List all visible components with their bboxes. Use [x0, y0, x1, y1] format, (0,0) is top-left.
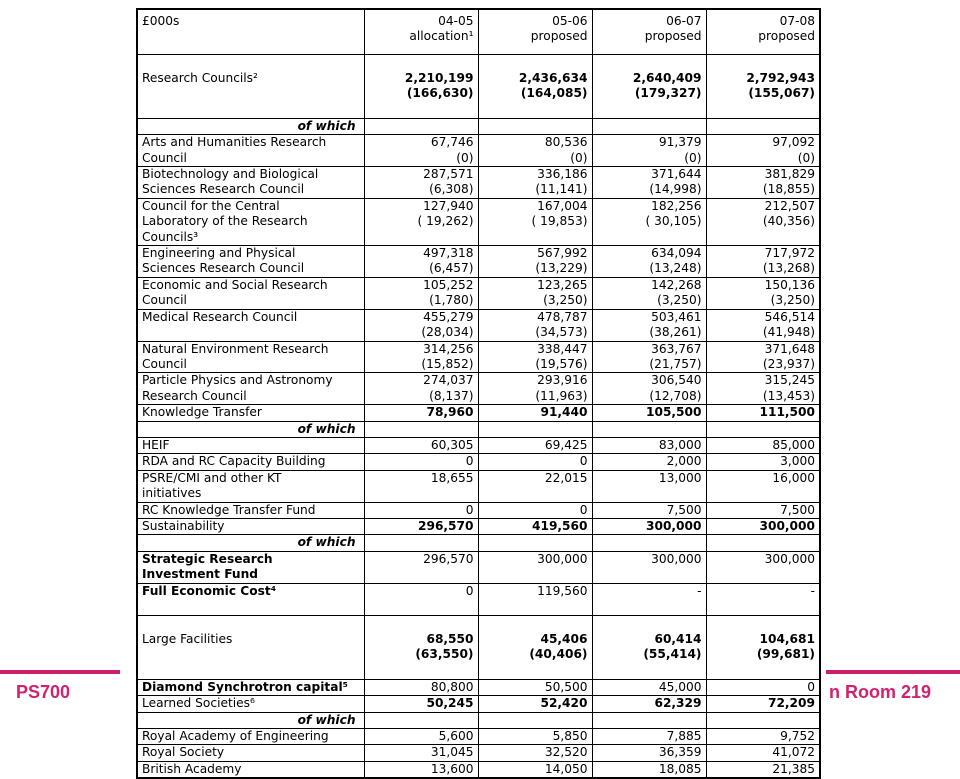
row-value: 41,072	[706, 745, 820, 761]
row-value: 78,960	[364, 405, 478, 421]
row-value: 478,787 (34,573)	[478, 309, 592, 341]
row-value: 336,186 (11,141)	[478, 167, 592, 199]
row-value: 2,210,199 (166,630)	[364, 55, 478, 119]
row-value: 36,359	[592, 745, 706, 761]
row-label: Full Economic Cost⁴	[137, 583, 364, 615]
row-value: 7,500	[592, 502, 706, 518]
row-value: 7,885	[592, 729, 706, 745]
empty-cell	[706, 421, 820, 437]
row-value: 9,752	[706, 729, 820, 745]
table-row	[137, 729, 820, 745]
row-label: Medical Research Council	[137, 309, 364, 341]
row-value: 142,268 (3,250)	[592, 277, 706, 309]
row-value: 381,829 (18,855)	[706, 167, 820, 199]
row-value: 105,252 (1,780)	[364, 277, 478, 309]
row-value: 127,940 ( 19,262)	[364, 198, 478, 245]
row-value: 111,500	[706, 405, 820, 421]
table-row	[137, 373, 820, 405]
funding-table	[136, 8, 821, 779]
table-row	[137, 470, 820, 502]
row-value: 296,570	[364, 518, 478, 534]
row-value: 104,681 (99,681)	[706, 616, 820, 680]
row-value: 363,767 (21,757)	[592, 341, 706, 373]
table-row	[137, 583, 820, 615]
row-value: 2,000	[592, 454, 706, 470]
row-value: 0	[706, 679, 820, 695]
footer-label-left: PS700	[16, 682, 71, 702]
row-value: 5,600	[364, 729, 478, 745]
row-label: Natural Environment Research Council	[137, 341, 364, 373]
row-value: 0	[364, 454, 478, 470]
row-label: Biotechnology and Biological Sciences Research Council	[137, 167, 364, 199]
row-value: 150,136 (3,250)	[706, 277, 820, 309]
empty-cell	[478, 421, 592, 437]
empty-cell	[478, 535, 592, 551]
row-value: 546,514 (41,948)	[706, 309, 820, 341]
of-which-row	[137, 712, 820, 728]
of-which-label: of which	[137, 421, 364, 437]
row-label: Particle Physics and Astronomy Research Council	[137, 373, 364, 405]
units-label: £000s	[137, 9, 364, 55]
row-value: 13,000	[592, 470, 706, 502]
row-label: Engineering and Physical Sciences Research Council	[137, 246, 364, 278]
empty-cell	[364, 118, 478, 134]
row-value: 2,792,943 (155,067)	[706, 55, 820, 119]
row-value: 97,092 (0)	[706, 135, 820, 167]
row-value: 50,500	[478, 679, 592, 695]
row-value: 18,655	[364, 470, 478, 502]
row-value: 85,000	[706, 437, 820, 453]
row-value: 717,972 (13,268)	[706, 246, 820, 278]
of-which-row	[137, 421, 820, 437]
row-value: 371,648 (23,937)	[706, 341, 820, 373]
table-row	[137, 696, 820, 712]
row-value: 182,256 ( 30,105)	[592, 198, 706, 245]
table-row	[137, 761, 820, 778]
row-value: 503,461 (38,261)	[592, 309, 706, 341]
table-row	[137, 454, 820, 470]
row-value: -	[592, 583, 706, 615]
row-label: Strategic Research Investment Fund	[137, 551, 364, 583]
row-value: 3,000	[706, 454, 820, 470]
column-header-04-05: 04-05 allocation¹	[364, 9, 478, 55]
row-value: 119,560	[478, 583, 592, 615]
empty-cell	[478, 712, 592, 728]
row-value: 212,507 (40,356)	[706, 198, 820, 245]
row-value: 300,000	[706, 518, 820, 534]
row-label: Diamond Synchrotron capital⁵	[137, 679, 364, 695]
row-value: 31,045	[364, 745, 478, 761]
of-which-label: of which	[137, 118, 364, 134]
table-row	[137, 198, 820, 245]
row-value: 123,265 (3,250)	[478, 277, 592, 309]
table-header-row	[137, 9, 820, 55]
row-value: 5,850	[478, 729, 592, 745]
row-value: 419,560	[478, 518, 592, 534]
row-label: Knowledge Transfer	[137, 405, 364, 421]
table-row	[137, 679, 820, 695]
row-value: 0	[478, 502, 592, 518]
row-value: -	[706, 583, 820, 615]
row-value: 45,406 (40,406)	[478, 616, 592, 680]
row-value: 21,385	[706, 761, 820, 778]
empty-cell	[706, 712, 820, 728]
row-label: Economic and Social Research Council	[137, 277, 364, 309]
row-value: 14,050	[478, 761, 592, 778]
row-label: Learned Societies⁶	[137, 696, 364, 712]
row-value: 2,436,634 (164,085)	[478, 55, 592, 119]
empty-cell	[592, 535, 706, 551]
row-value: 338,447 (19,576)	[478, 341, 592, 373]
row-value: 105,500	[592, 405, 706, 421]
row-value: 62,329	[592, 696, 706, 712]
column-header-05-06: 05-06 proposed	[478, 9, 592, 55]
row-value: 567,992 (13,229)	[478, 246, 592, 278]
row-value: 274,037 (8,137)	[364, 373, 478, 405]
table-row	[137, 405, 820, 421]
row-value: 371,644 (14,998)	[592, 167, 706, 199]
row-value: 45,000	[592, 679, 706, 695]
empty-cell	[364, 712, 478, 728]
row-value: 22,015	[478, 470, 592, 502]
table-row	[137, 616, 820, 680]
row-value: 16,000	[706, 470, 820, 502]
row-value: 293,916 (11,963)	[478, 373, 592, 405]
row-value: 300,000	[478, 551, 592, 583]
column-header-06-07: 06-07 proposed	[592, 9, 706, 55]
table-row	[137, 135, 820, 167]
row-value: 91,440	[478, 405, 592, 421]
table-row	[137, 246, 820, 278]
row-label: Large Facilities	[137, 616, 364, 680]
row-value: 13,600	[364, 761, 478, 778]
row-value: 2,640,409 (179,327)	[592, 55, 706, 119]
row-value: 80,536 (0)	[478, 135, 592, 167]
row-value: 296,570	[364, 551, 478, 583]
footer-label-right: n Room 219	[829, 682, 932, 702]
empty-cell	[706, 118, 820, 134]
row-value: 83,000	[592, 437, 706, 453]
table-row	[137, 437, 820, 453]
table-row	[137, 55, 820, 119]
row-label: Council for the Central Laboratory of the Research Councils³	[137, 198, 364, 245]
table-row	[137, 518, 820, 534]
row-value: 60,305	[364, 437, 478, 453]
empty-cell	[364, 421, 478, 437]
empty-cell	[478, 118, 592, 134]
row-value: 80,800	[364, 679, 478, 695]
row-value: 50,245	[364, 696, 478, 712]
row-value: 0	[364, 502, 478, 518]
row-label: HEIF	[137, 437, 364, 453]
table-row	[137, 341, 820, 373]
empty-cell	[592, 712, 706, 728]
row-value: 0	[478, 454, 592, 470]
row-value: 306,540 (12,708)	[592, 373, 706, 405]
row-value: 72,209	[706, 696, 820, 712]
row-label: RC Knowledge Transfer Fund	[137, 502, 364, 518]
row-value: 634,094 (13,248)	[592, 246, 706, 278]
of-which-row	[137, 535, 820, 551]
row-value: 18,085	[592, 761, 706, 778]
of-which-label: of which	[137, 535, 364, 551]
row-value: 300,000	[592, 551, 706, 583]
row-label: Arts and Humanities Research Council	[137, 135, 364, 167]
row-value: 300,000	[592, 518, 706, 534]
column-header-07-08: 07-08 proposed	[706, 9, 820, 55]
row-value: 91,379 (0)	[592, 135, 706, 167]
table-row	[137, 551, 820, 583]
table-row	[137, 167, 820, 199]
row-value: 287,571 (6,308)	[364, 167, 478, 199]
row-value: 68,550 (63,550)	[364, 616, 478, 680]
empty-cell	[706, 535, 820, 551]
row-label: British Academy	[137, 761, 364, 778]
of-which-row	[137, 118, 820, 134]
row-label: Research Councils²	[137, 55, 364, 119]
row-label: PSRE/CMI and other KT initiatives	[137, 470, 364, 502]
empty-cell	[364, 535, 478, 551]
row-label: RDA and RC Capacity Building	[137, 454, 364, 470]
row-value: 300,000	[706, 551, 820, 583]
row-value: 60,414 (55,414)	[592, 616, 706, 680]
empty-cell	[592, 118, 706, 134]
row-label: Royal Academy of Engineering	[137, 729, 364, 745]
footer-bar-right	[826, 670, 960, 674]
row-value: 497,318 (6,457)	[364, 246, 478, 278]
row-label: Royal Society	[137, 745, 364, 761]
of-which-label: of which	[137, 712, 364, 728]
row-value: 314,256 (15,852)	[364, 341, 478, 373]
row-value: 52,420	[478, 696, 592, 712]
table-row	[137, 309, 820, 341]
empty-cell	[592, 421, 706, 437]
row-label: Sustainability	[137, 518, 364, 534]
table-row	[137, 277, 820, 309]
row-value: 69,425	[478, 437, 592, 453]
row-value: 7,500	[706, 502, 820, 518]
row-value: 315,245 (13,453)	[706, 373, 820, 405]
row-value: 0	[364, 583, 478, 615]
row-value: 32,520	[478, 745, 592, 761]
row-value: 167,004 ( 19,853)	[478, 198, 592, 245]
footer-bar-left	[0, 670, 120, 674]
table-row	[137, 745, 820, 761]
table-row	[137, 502, 820, 518]
row-value: 455,279 (28,034)	[364, 309, 478, 341]
row-value: 67,746 (0)	[364, 135, 478, 167]
